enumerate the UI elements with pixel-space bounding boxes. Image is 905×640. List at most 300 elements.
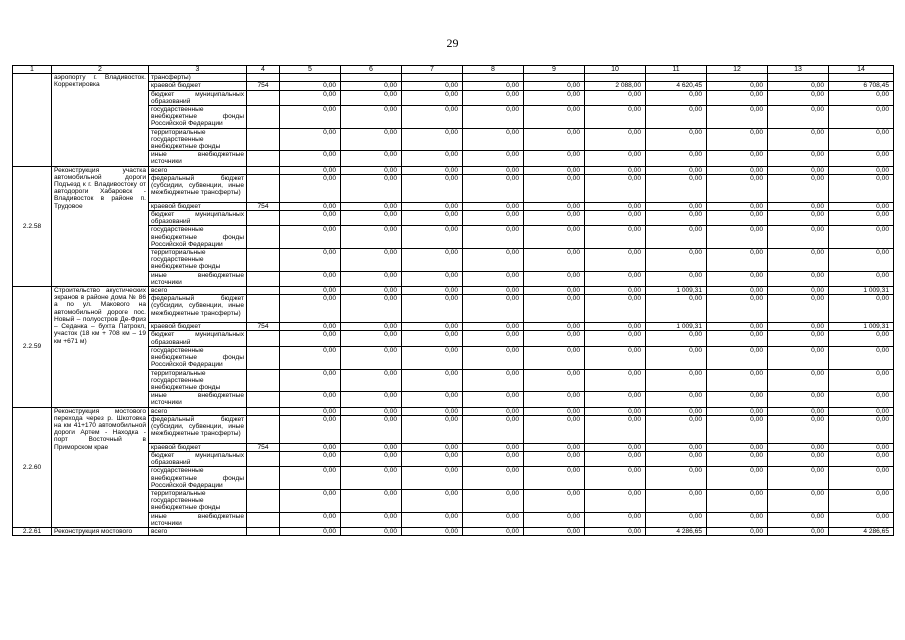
column-header: 5: [280, 66, 341, 74]
table-row: [13, 287, 894, 295]
amount-cell: 0,00: [768, 392, 829, 407]
amount-cell: 0,00: [341, 443, 402, 451]
amount-cell: 0,00: [646, 346, 707, 369]
amount-cell: 0,00: [768, 467, 829, 490]
amount-cell: 0,00: [585, 451, 646, 466]
amount-cell: 0,00: [768, 346, 829, 369]
funding-source: иные внебюджетные источники: [149, 392, 247, 407]
amount-cell: 0,00: [768, 128, 829, 151]
amount-cell: 0,00: [585, 287, 646, 295]
amount-cell: 0,00: [585, 249, 646, 272]
amount-cell: 0,00: [402, 346, 463, 369]
amount-cell: 0,00: [524, 489, 585, 512]
column-header: 14: [829, 66, 894, 74]
amount-cell: 0,00: [280, 151, 341, 166]
amount-cell: 0,00: [280, 392, 341, 407]
amount-cell: 0,00: [524, 392, 585, 407]
amount-cell: 0,00: [707, 166, 768, 174]
amount-cell: 0,00: [280, 346, 341, 369]
table-row: [13, 74, 894, 82]
amount-cell: 0,00: [524, 166, 585, 174]
amount-cell: 0,00: [646, 443, 707, 451]
amount-cell: 0,00: [829, 151, 894, 166]
amount-cell: 0,00: [707, 295, 768, 323]
object-code: 2.2.61: [13, 527, 52, 535]
amount-cell: 0,00: [341, 226, 402, 249]
amount-cell: 0,00: [646, 369, 707, 392]
amount-cell: 0,00: [524, 512, 585, 527]
amount-cell: 0,00: [463, 271, 524, 286]
amount-cell: 0,00: [585, 407, 646, 415]
amount-cell: 0,00: [524, 211, 585, 226]
amount-cell: 0,00: [768, 174, 829, 202]
amount-cell: 0,00: [524, 174, 585, 202]
amount-cell: 0,00: [768, 90, 829, 105]
amount-cell: 0,00: [707, 467, 768, 490]
amount-cell: 0,00: [585, 90, 646, 105]
amount-cell: 0,00: [280, 407, 341, 415]
funding-source: бюджет муниципальных образований: [149, 90, 247, 105]
amount-cell: 0,00: [402, 151, 463, 166]
amount-cell: 0,00: [341, 202, 402, 210]
kbs-code: [247, 74, 280, 82]
funding-source: федеральный бюджет (субсидии, субвенции, иные межбюджетные трансферты): [149, 415, 247, 443]
amount-cell: 0,00: [280, 527, 341, 535]
amount-cell: 0,00: [707, 323, 768, 331]
amount-cell: 0,00: [280, 249, 341, 272]
kbs-code: 754: [247, 323, 280, 331]
amount-cell: 0,00: [707, 415, 768, 443]
kbs-code: [247, 407, 280, 415]
amount-cell: 0,00: [585, 211, 646, 226]
amount-cell: 0,00: [280, 369, 341, 392]
amount-cell: 0,00: [402, 249, 463, 272]
amount-cell: 0,00: [646, 451, 707, 466]
amount-cell: 0,00: [768, 489, 829, 512]
amount-cell: 0,00: [463, 202, 524, 210]
amount-cell: 0,00: [829, 211, 894, 226]
amount-cell: 0,00: [829, 512, 894, 527]
amount-cell: 0,00: [463, 174, 524, 202]
amount-cell: 0,00: [463, 467, 524, 490]
amount-cell: 0,00: [829, 226, 894, 249]
amount-cell: 0,00: [707, 249, 768, 272]
kbs-code: [247, 249, 280, 272]
amount-cell: 0,00: [280, 128, 341, 151]
amount-cell: 0,00: [646, 407, 707, 415]
amount-cell: 0,00: [402, 226, 463, 249]
funding-source: всего: [149, 527, 247, 535]
funding-source: всего: [149, 287, 247, 295]
amount-cell: [280, 74, 341, 82]
amount-cell: 0,00: [341, 211, 402, 226]
amount-cell: 0,00: [280, 443, 341, 451]
amount-cell: 0,00: [524, 331, 585, 346]
column-header-row: [13, 66, 894, 74]
amount-cell: 0,00: [707, 527, 768, 535]
amount-cell: 0,00: [402, 271, 463, 286]
page-number: 29: [446, 36, 459, 50]
amount-cell: 0,00: [585, 467, 646, 490]
amount-cell: 0,00: [341, 174, 402, 202]
amount-cell: 0,00: [585, 369, 646, 392]
amount-cell: 0,00: [280, 226, 341, 249]
amount-cell: 0,00: [524, 467, 585, 490]
amount-cell: 0,00: [341, 346, 402, 369]
amount-cell: 0,00: [707, 369, 768, 392]
amount-cell: 1 009,31: [829, 323, 894, 331]
amount-cell: 0,00: [463, 331, 524, 346]
amount-cell: 0,00: [341, 90, 402, 105]
amount-cell: 0,00: [463, 443, 524, 451]
amount-cell: 1 009,31: [646, 287, 707, 295]
kbs-code: [247, 287, 280, 295]
amount-cell: [524, 74, 585, 82]
funding-source: территориальные государственные внебюджетные фонды: [149, 249, 247, 272]
amount-cell: 0,00: [524, 90, 585, 105]
amount-cell: 0,00: [463, 407, 524, 415]
amount-cell: 0,00: [646, 249, 707, 272]
amount-cell: 0,00: [646, 174, 707, 202]
kbs-code: [247, 106, 280, 129]
amount-cell: 0,00: [402, 467, 463, 490]
kbs-code: [247, 527, 280, 535]
kbs-code: [247, 174, 280, 202]
amount-cell: 0,00: [463, 211, 524, 226]
amount-cell: 0,00: [341, 295, 402, 323]
funding-source: федеральный бюджет (субсидии, субвенции, иные межбюджетные трансферты): [149, 174, 247, 202]
amount-cell: 0,00: [585, 392, 646, 407]
amount-cell: 0,00: [524, 128, 585, 151]
amount-cell: 0,00: [463, 392, 524, 407]
amount-cell: 0,00: [768, 106, 829, 129]
amount-cell: 4 286,65: [829, 527, 894, 535]
amount-cell: 0,00: [341, 392, 402, 407]
amount-cell: 0,00: [829, 443, 894, 451]
column-header: 11: [646, 66, 707, 74]
amount-cell: 0,00: [646, 166, 707, 174]
amount-cell: 0,00: [402, 174, 463, 202]
amount-cell: 0,00: [768, 415, 829, 443]
amount-cell: 0,00: [524, 82, 585, 90]
amount-cell: 0,00: [707, 82, 768, 90]
object-code: 2.2.59: [13, 287, 52, 407]
amount-cell: 0,00: [280, 451, 341, 466]
amount-cell: 0,00: [402, 407, 463, 415]
amount-cell: 0,00: [768, 287, 829, 295]
amount-cell: 0,00: [524, 271, 585, 286]
amount-cell: 4 620,45: [646, 82, 707, 90]
amount-cell: 0,00: [524, 323, 585, 331]
amount-cell: 0,00: [707, 443, 768, 451]
amount-cell: 0,00: [280, 323, 341, 331]
amount-cell: 0,00: [402, 166, 463, 174]
amount-cell: 0,00: [829, 128, 894, 151]
amount-cell: 0,00: [402, 106, 463, 129]
amount-cell: 0,00: [402, 202, 463, 210]
amount-cell: 0,00: [341, 451, 402, 466]
amount-cell: 1 009,31: [646, 323, 707, 331]
amount-cell: 0,00: [768, 323, 829, 331]
amount-cell: 0,00: [768, 166, 829, 174]
amount-cell: 0,00: [280, 295, 341, 323]
amount-cell: 0,00: [402, 331, 463, 346]
funding-source: федеральный бюджет (субсидии, субвенции, иные межбюджетные трансферты): [149, 295, 247, 323]
amount-cell: 0,00: [829, 166, 894, 174]
amount-cell: 0,00: [463, 151, 524, 166]
column-header: 4: [247, 66, 280, 74]
amount-cell: 0,00: [707, 392, 768, 407]
amount-cell: 0,00: [402, 443, 463, 451]
amount-cell: [707, 74, 768, 82]
amount-cell: 0,00: [829, 106, 894, 129]
funding-source: всего: [149, 166, 247, 174]
amount-cell: 0,00: [402, 451, 463, 466]
amount-cell: 0,00: [341, 151, 402, 166]
amount-cell: 0,00: [646, 90, 707, 105]
funding-source: бюджет муниципальных образований: [149, 331, 247, 346]
amount-cell: 0,00: [829, 415, 894, 443]
amount-cell: 0,00: [829, 90, 894, 105]
amount-cell: 0,00: [524, 226, 585, 249]
amount-cell: 0,00: [646, 211, 707, 226]
amount-cell: 0,00: [646, 106, 707, 129]
amount-cell: 0,00: [402, 287, 463, 295]
amount-cell: 0,00: [280, 415, 341, 443]
amount-cell: 0,00: [585, 346, 646, 369]
kbs-code: [247, 346, 280, 369]
amount-cell: 0,00: [585, 443, 646, 451]
amount-cell: 0,00: [646, 271, 707, 286]
amount-cell: 0,00: [707, 174, 768, 202]
amount-cell: 0,00: [463, 512, 524, 527]
kbs-code: [247, 90, 280, 105]
amount-cell: 0,00: [585, 331, 646, 346]
amount-cell: 0,00: [402, 295, 463, 323]
amount-cell: 0,00: [707, 202, 768, 210]
table-row: [13, 407, 894, 415]
funding-source: иные внебюджетные источники: [149, 151, 247, 166]
amount-cell: 0,00: [585, 166, 646, 174]
kbs-code: 754: [247, 202, 280, 210]
amount-cell: 0,00: [707, 489, 768, 512]
kbs-code: [247, 295, 280, 323]
column-header: 2: [52, 66, 149, 74]
funding-source: территориальные государственные внебюджетные фонды: [149, 489, 247, 512]
amount-cell: 0,00: [646, 467, 707, 490]
kbs-code: [247, 151, 280, 166]
kbs-code: [247, 271, 280, 286]
amount-cell: 0,00: [829, 392, 894, 407]
amount-cell: 0,00: [646, 128, 707, 151]
amount-cell: [463, 74, 524, 82]
funding-source: всего: [149, 407, 247, 415]
amount-cell: 0,00: [768, 82, 829, 90]
column-header: 13: [768, 66, 829, 74]
amount-cell: 0,00: [341, 512, 402, 527]
object-code: 2.2.58: [13, 166, 52, 286]
kbs-code: [247, 211, 280, 226]
amount-cell: 0,00: [341, 407, 402, 415]
amount-cell: 0,00: [707, 407, 768, 415]
amount-cell: 0,00: [768, 295, 829, 323]
amount-cell: 0,00: [341, 128, 402, 151]
object-code: [13, 74, 52, 166]
amount-cell: 0,00: [585, 512, 646, 527]
amount-cell: 0,00: [341, 166, 402, 174]
amount-cell: 0,00: [585, 226, 646, 249]
amount-cell: 0,00: [585, 323, 646, 331]
amount-cell: [402, 74, 463, 82]
kbs-code: [247, 392, 280, 407]
amount-cell: 0,00: [463, 489, 524, 512]
kbs-code: 754: [247, 82, 280, 90]
amount-cell: 0,00: [646, 202, 707, 210]
amount-cell: 0,00: [829, 346, 894, 369]
funding-source: территориальные государственные внебюджетные фонды: [149, 128, 247, 151]
amount-cell: 0,00: [341, 527, 402, 535]
amount-cell: 0,00: [341, 82, 402, 90]
funding-source: государственные внебюджетные фонды Российской Федерации: [149, 346, 247, 369]
amount-cell: 0,00: [707, 128, 768, 151]
amount-cell: 0,00: [829, 489, 894, 512]
amount-cell: 0,00: [402, 369, 463, 392]
amount-cell: 0,00: [646, 392, 707, 407]
amount-cell: 0,00: [585, 174, 646, 202]
funding-source: краевой бюджет: [149, 82, 247, 90]
amount-cell: 0,00: [585, 202, 646, 210]
amount-cell: 0,00: [341, 249, 402, 272]
amount-cell: 0,00: [280, 106, 341, 129]
amount-cell: 0,00: [768, 407, 829, 415]
kbs-code: [247, 512, 280, 527]
funding-source: иные внебюджетные источники: [149, 271, 247, 286]
amount-cell: 0,00: [829, 407, 894, 415]
amount-cell: [646, 74, 707, 82]
amount-cell: 0,00: [341, 271, 402, 286]
amount-cell: 0,00: [707, 512, 768, 527]
amount-cell: 2 088,00: [585, 82, 646, 90]
amount-cell: 0,00: [280, 287, 341, 295]
amount-cell: 0,00: [463, 249, 524, 272]
amount-cell: 0,00: [341, 331, 402, 346]
amount-cell: 0,00: [463, 226, 524, 249]
column-header: 7: [402, 66, 463, 74]
amount-cell: 0,00: [463, 90, 524, 105]
amount-cell: 0,00: [402, 489, 463, 512]
amount-cell: 0,00: [585, 151, 646, 166]
amount-cell: 0,00: [768, 443, 829, 451]
amount-cell: 0,00: [280, 166, 341, 174]
object-name: аэропорту г. Владивосток. Корректировка: [52, 74, 149, 166]
amount-cell: 0,00: [402, 90, 463, 105]
amount-cell: 0,00: [707, 106, 768, 129]
funding-source: бюджет муниципальных образований: [149, 451, 247, 466]
kbs-code: [247, 226, 280, 249]
column-header: 12: [707, 66, 768, 74]
amount-cell: 0,00: [646, 226, 707, 249]
column-header: 10: [585, 66, 646, 74]
funding-source: бюджет муниципальных образований: [149, 211, 247, 226]
column-header: 3: [149, 66, 247, 74]
funding-source: трансферты): [149, 74, 247, 82]
amount-cell: 0,00: [707, 331, 768, 346]
amount-cell: 0,00: [585, 295, 646, 323]
table-row: [13, 527, 894, 535]
amount-cell: [829, 74, 894, 82]
amount-cell: 4 286,65: [646, 527, 707, 535]
funding-source: краевой бюджет: [149, 323, 247, 331]
amount-cell: 0,00: [463, 323, 524, 331]
amount-cell: 0,00: [707, 287, 768, 295]
amount-cell: 0,00: [341, 106, 402, 129]
amount-cell: 0,00: [524, 202, 585, 210]
amount-cell: 0,00: [280, 512, 341, 527]
amount-cell: 0,00: [280, 331, 341, 346]
amount-cell: 0,00: [524, 415, 585, 443]
amount-cell: 0,00: [524, 346, 585, 369]
amount-cell: 0,00: [707, 346, 768, 369]
kbs-code: [247, 451, 280, 466]
amount-cell: 0,00: [768, 211, 829, 226]
amount-cell: 0,00: [463, 527, 524, 535]
amount-cell: 0,00: [707, 226, 768, 249]
amount-cell: 6 708,45: [829, 82, 894, 90]
kbs-code: [247, 128, 280, 151]
amount-cell: 0,00: [768, 151, 829, 166]
object-name: Реконструкция участка автомобильной дороги Подъезд к г. Владивостоку от автодороги Хабаровск - Владивосток в районе п. Трудовое: [52, 166, 149, 286]
table-body: [13, 74, 894, 536]
amount-cell: 0,00: [341, 415, 402, 443]
amount-cell: 0,00: [402, 128, 463, 151]
kbs-code: [247, 331, 280, 346]
amount-cell: 0,00: [280, 174, 341, 202]
amount-cell: 0,00: [707, 271, 768, 286]
amount-cell: 0,00: [524, 527, 585, 535]
amount-cell: 0,00: [707, 451, 768, 466]
column-header: 6: [341, 66, 402, 74]
amount-cell: 0,00: [341, 467, 402, 490]
amount-cell: 0,00: [585, 527, 646, 535]
amount-cell: 0,00: [646, 151, 707, 166]
amount-cell: 0,00: [768, 527, 829, 535]
amount-cell: 0,00: [402, 527, 463, 535]
amount-cell: 0,00: [524, 249, 585, 272]
amount-cell: 0,00: [768, 226, 829, 249]
amount-cell: 0,00: [280, 90, 341, 105]
amount-cell: 0,00: [585, 106, 646, 129]
kbs-code: [247, 369, 280, 392]
amount-cell: 0,00: [829, 202, 894, 210]
amount-cell: 0,00: [402, 415, 463, 443]
amount-cell: 1 009,31: [829, 287, 894, 295]
amount-cell: 0,00: [829, 295, 894, 323]
amount-cell: 0,00: [280, 82, 341, 90]
object-name: Реконструкция мостового перехода через р. Шкотовка на км 41+170 автомобильной дороги Артем - Находка - порт Восточный в Приморском крае: [52, 407, 149, 527]
amount-cell: 0,00: [768, 271, 829, 286]
amount-cell: 0,00: [768, 369, 829, 392]
amount-cell: 0,00: [402, 211, 463, 226]
amount-cell: 0,00: [524, 443, 585, 451]
amount-cell: 0,00: [524, 295, 585, 323]
amount-cell: 0,00: [585, 271, 646, 286]
amount-cell: 0,00: [768, 512, 829, 527]
amount-cell: 0,00: [829, 331, 894, 346]
amount-cell: 0,00: [829, 174, 894, 202]
amount-cell: 0,00: [646, 415, 707, 443]
amount-cell: 0,00: [341, 323, 402, 331]
kbs-code: [247, 166, 280, 174]
